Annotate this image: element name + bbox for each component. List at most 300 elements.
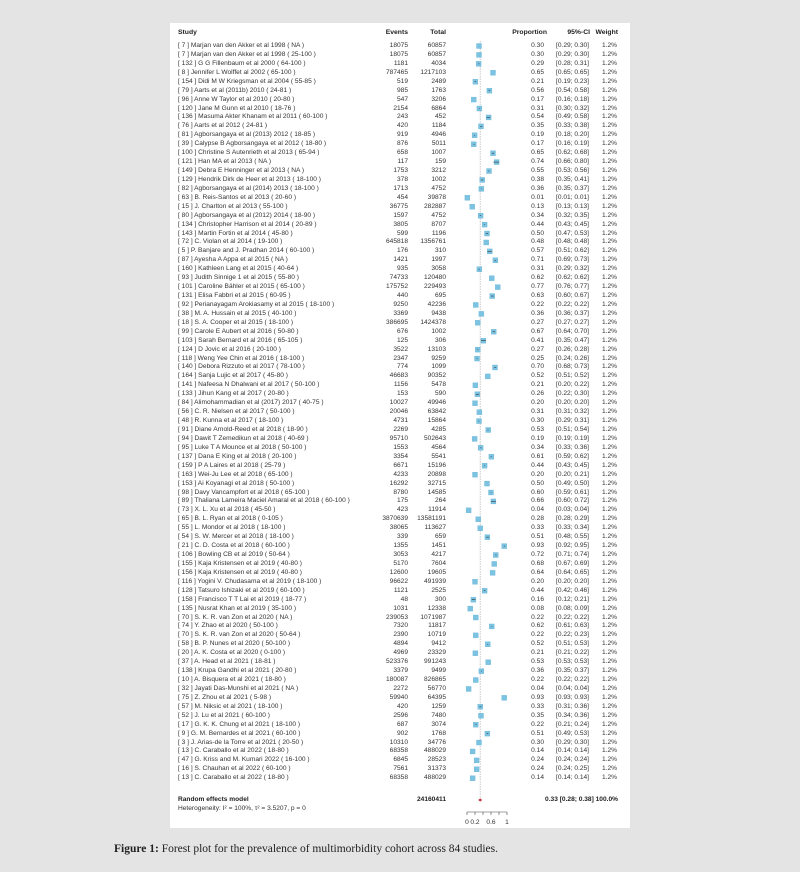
total-value: 4564 (431, 443, 446, 451)
proportion-value: 0.19 (531, 131, 544, 139)
events-value: 10310 (389, 738, 408, 746)
events-value: 6671 (393, 461, 408, 469)
study-label: [ 5 ] P. Banjare and J. Pradhan 2014 ( 60-100 ) (178, 247, 315, 255)
proportion-value: 0.70 (531, 363, 544, 371)
total-value: 13103 (427, 345, 446, 353)
events-value: 599 (396, 229, 408, 237)
total-value: 1424378 (420, 318, 446, 326)
proportion-value: 0.44 (531, 220, 544, 228)
events-value: 16292 (389, 479, 408, 487)
weight-value: 1.2% (601, 381, 617, 389)
events-value: 3369 (393, 309, 408, 317)
weight-value: 1.2% (601, 515, 617, 523)
study-marker (484, 240, 489, 245)
proportion-value: 0.25 (531, 354, 544, 362)
study-label: [ 95 ] Luke T A Mounce et al 2018 ( 50-100 ) (178, 443, 307, 451)
weight-value: 1.2% (601, 595, 617, 603)
ci-value: [0.27; 0.27] (556, 318, 589, 326)
weight-value: 1.2% (601, 586, 617, 594)
ci-value: [0.65; 0.65] (556, 68, 589, 76)
events-value: 440 (396, 292, 408, 300)
study-label: [ 13 ] C. Caraballo et al 2022 ( 18-80 ) (178, 747, 289, 755)
ci-value: [0.14; 0.14] (556, 747, 589, 755)
weight-value: 1.2% (601, 693, 617, 701)
study-label: [ 103 ] Sarah Bernard et al 2016 ( 65-105 ) (178, 336, 303, 344)
proportion-value: 0.60 (531, 488, 544, 496)
weight-value: 1.2% (601, 720, 617, 728)
events-value: 175 (396, 497, 408, 505)
proportion-value: 0.62 (531, 274, 544, 282)
weight-value: 1.2% (601, 59, 617, 67)
ci-value: [0.68; 0.73] (556, 363, 589, 371)
events-value: 4233 (393, 470, 408, 478)
events-value: 68358 (389, 747, 408, 755)
weight-value: 1.2% (601, 497, 617, 505)
events-value: 175752 (385, 283, 408, 291)
proportion-value: 0.33 (531, 702, 544, 710)
events-value: 2390 (393, 631, 408, 639)
weight-value: 1.2% (601, 104, 617, 112)
ci-value: [0.64; 0.65] (556, 568, 589, 576)
study-marker (473, 302, 478, 307)
weight-value: 1.2% (601, 238, 617, 246)
study-marker (473, 678, 478, 683)
ci-value: [0.35; 0.37] (556, 667, 589, 675)
ci-value: [0.53; 0.56] (556, 167, 589, 175)
events-value: 3870639 (382, 515, 408, 523)
total-value: 14585 (427, 488, 446, 496)
events-value: 9250 (393, 300, 408, 308)
proportion-value: 0.28 (531, 515, 544, 523)
weight-value: 1.2% (601, 533, 617, 541)
total-value: 13581191 (417, 515, 446, 523)
ci-value: [0.69; 0.73] (556, 256, 589, 264)
events-value: 547 (396, 95, 408, 103)
weight-value: 1.2% (601, 631, 617, 639)
proportion-value: 0.29 (531, 59, 544, 67)
study-label: [ 55 ] L. Mondor et al 2018 ( 18-100 ) (178, 524, 286, 532)
total-value: 590 (434, 390, 446, 398)
proportion-value: 0.57 (531, 247, 544, 255)
proportion-value: 0.36 (531, 309, 544, 317)
study-label: [ 141 ] Nafeesa N Dhalwani et al 2017 ( 50-100 ) (178, 381, 320, 389)
total-value: 1184 (431, 122, 446, 130)
study-marker (473, 472, 478, 477)
x-tick-label: 0.2 (470, 819, 480, 826)
weight-value: 1.2% (601, 131, 617, 139)
proportion-value: 0.35 (531, 122, 544, 130)
proportion-value: 0.16 (531, 595, 544, 603)
study-marker (478, 526, 483, 531)
events-value: 3522 (393, 345, 408, 353)
study-label: [ 93 ] Judith Sinnige 1 et al 2015 ( 55-80 ) (178, 274, 299, 282)
study-marker (495, 285, 500, 290)
study-label: [ 84 ] Alimohammadian et al (2017) 2017 ( 40-75 ) (178, 399, 324, 407)
events-value: 176 (396, 247, 408, 255)
total-value: 1196 (431, 229, 446, 237)
ci-value: [0.49; 0.53] (556, 729, 589, 737)
study-label: [ 81 ] Agborsangaya et al (2013) 2012 ( 18-85 ) (178, 131, 316, 139)
weight-value: 1.2% (601, 390, 617, 398)
weight-value: 1.2% (601, 470, 617, 478)
ci-value: [0.08; 0.09] (556, 604, 589, 612)
events-value: 4969 (393, 649, 408, 657)
proportion-value: 0.33 (531, 524, 544, 532)
events-value: 658 (396, 149, 408, 157)
ci-value: [0.28; 0.29] (556, 515, 589, 523)
study-label: [ 154 ] Didi M W Kriegsman et al 2004 ( 55-85 ) (178, 77, 316, 85)
proportion-value: 0.14 (531, 774, 544, 782)
ci-value: [0.21; 0.24] (556, 720, 589, 728)
total-value: 3206 (431, 95, 446, 103)
events-value: 36775 (389, 202, 408, 210)
proportion-value: 0.52 (531, 640, 544, 648)
x-tick-label: 0.6 (486, 819, 496, 826)
ci-value: [0.59; 0.62] (556, 452, 589, 460)
proportion-value: 0.20 (531, 470, 544, 478)
proportion-value: 0.17 (531, 140, 544, 148)
ci-value: [0.43; 0.45] (556, 461, 589, 469)
study-label: [ 155 ] Kaja Kristensen et al 2019 ( 40-80 ) (178, 559, 302, 567)
ci-value: [0.64; 0.70] (556, 327, 589, 335)
study-marker (473, 579, 478, 584)
weight-value: 1.2% (601, 309, 617, 317)
study-label: [ 153 ] Ai Koyanagi et al 2018 ( 50-100 ) (178, 479, 295, 487)
ci-value: [0.31; 0.36] (556, 702, 589, 710)
events-value: 12600 (389, 568, 408, 576)
study-marker (465, 195, 470, 200)
events-value: 46683 (389, 372, 408, 380)
header-study: Study (178, 29, 197, 36)
proportion-value: 0.04 (531, 684, 544, 692)
study-marker (477, 44, 482, 49)
ci-value: [0.29; 0.30] (556, 738, 589, 746)
total-value: 1997 (431, 256, 446, 264)
events-value: 423 (396, 506, 408, 514)
weight-value: 1.2% (601, 551, 617, 558)
events-value: 18075 (389, 42, 408, 49)
total-value: 229493 (423, 283, 446, 291)
total-value: 42236 (427, 300, 446, 308)
study-label: [ 37 ] A. Head et al 2021 ( 18-81 ) (178, 658, 276, 666)
total-value: 11817 (428, 622, 446, 630)
study-label: [ 149 ] Debra E Henninger et al 2013 ( NA ) (178, 167, 305, 175)
study-label: [ 54 ] S. W. Mercer et al 2018 ( 18-100 ) (178, 533, 294, 541)
weight-value: 1.2% (601, 292, 617, 300)
study-label: [ 13 ] C. Caraballo et al 2022 ( 18-80 ) (178, 774, 289, 782)
total-value: 9412 (431, 640, 446, 648)
ci-value: [0.35; 0.41] (556, 175, 589, 183)
ci-value: [0.20; 0.20] (556, 577, 589, 585)
ci-value: [0.59; 0.61] (556, 488, 589, 496)
proportion-value: 0.50 (531, 229, 544, 237)
study-label: [ 10 ] A. Bisquera et al 2021 ( 18-80 ) (178, 676, 286, 684)
total-value: 49946 (427, 399, 446, 407)
proportion-value: 0.04 (531, 506, 544, 514)
weight-value: 1.2% (601, 354, 617, 362)
study-label: [ 15 ] J. Charlton et al 2013 ( 55-100 ) (178, 202, 288, 210)
weight-value: 1.2% (601, 122, 617, 130)
study-marker (471, 97, 476, 102)
proportion-value: 0.77 (531, 283, 544, 291)
ci-value: [0.60; 0.72] (556, 497, 589, 505)
proportion-value: 0.71 (531, 256, 544, 264)
weight-value: 1.2% (601, 676, 617, 684)
ci-value: [0.12; 0.21] (556, 595, 589, 603)
proportion-value: 0.54 (531, 113, 544, 121)
ci-value: [0.71; 0.74] (556, 551, 589, 558)
ci-value: [0.33; 0.38] (556, 122, 589, 130)
events-value: 876 (396, 140, 408, 148)
weight-value: 1.2% (601, 765, 617, 773)
weight-value: 1.2% (601, 461, 617, 469)
events-value: 1553 (393, 443, 408, 451)
weight-value: 1.2% (601, 738, 617, 746)
study-label: [ 39 ] Calypse B Agborsangaya et al 2012 ( 18-80 ) (178, 140, 327, 148)
events-value: 420 (396, 122, 408, 130)
events-value: 1121 (393, 586, 408, 594)
total-value: 826865 (423, 676, 446, 684)
events-value: 519 (396, 77, 408, 85)
proportion-value: 0.55 (531, 167, 544, 175)
proportion-value: 0.22 (531, 720, 544, 728)
events-value: 74733 (389, 274, 408, 282)
total-value: 1217103 (420, 68, 446, 76)
weight-value: 1.2% (601, 247, 617, 255)
ci-value: [0.76; 0.77] (556, 283, 589, 291)
events-value: 2154 (393, 104, 408, 112)
study-label: [ 101 ] Caroline Bähler et al 2015 ( 65-100 ) (178, 283, 305, 291)
ci-value: [0.22; 0.22] (556, 613, 589, 621)
total-value: 300 (434, 595, 446, 603)
events-value: 2596 (393, 711, 408, 719)
proportion-value: 0.41 (531, 336, 544, 344)
ci-value: [0.93; 0.93] (556, 693, 589, 701)
ci-value: [0.43; 0.45] (556, 220, 589, 228)
weight-value: 1.2% (601, 77, 617, 85)
events-value: 48 (400, 595, 408, 603)
study-label: [ 163 ] Wei-Ju Lee et al 2018 ( 65-100 ) (178, 470, 293, 478)
proportion-value: 0.35 (531, 711, 544, 719)
weight-value: 1.2% (601, 158, 617, 166)
ci-value: [0.04; 0.04] (556, 684, 589, 692)
total-value: 488029 (423, 774, 446, 782)
proportion-value: 0.14 (531, 747, 544, 755)
events-value: 1753 (393, 167, 408, 175)
ci-value: [0.54; 0.58] (556, 86, 589, 94)
events-value: 378 (396, 175, 408, 183)
events-value: 1713 (393, 184, 408, 192)
summary-estimate: 0.33 [0.28; 0.38] 100.0% (545, 796, 618, 803)
events-value: 2347 (393, 354, 408, 362)
x-tick-label: 0 (465, 819, 469, 826)
events-value: 20046 (389, 408, 408, 416)
study-label: [ 72 ] C. Violan et al 2014 ( 19-100 ) (178, 238, 283, 246)
total-value: 7480 (431, 711, 446, 719)
events-value: 95710 (389, 434, 408, 442)
total-value: 695 (434, 292, 446, 300)
events-value: 239053 (385, 613, 408, 621)
proportion-value: 0.30 (531, 738, 544, 746)
events-value: 7320 (393, 622, 408, 630)
weight-value: 1.2% (601, 667, 617, 675)
study-label: [ 7 ] Marjan van den Akker et al 1998 ( NA ) (178, 42, 305, 49)
events-value: 18075 (389, 50, 408, 58)
events-value: 2269 (393, 425, 408, 433)
proportion-value: 0.63 (531, 292, 544, 300)
summary-diamond (478, 798, 482, 801)
weight-value: 1.2% (601, 568, 617, 576)
proportion-value: 0.72 (531, 551, 544, 558)
proportion-value: 0.30 (531, 50, 544, 58)
study-label: [ 74 ] Y. Zhao et al 2020 ( 50-100 ) (178, 622, 278, 630)
total-value: 3074 (431, 720, 446, 728)
proportion-value: 0.19 (531, 434, 544, 442)
study-label: [ 120 ] Jane M Gunn et al 2010 ( 18-76 ) (178, 104, 296, 112)
study-label: [ 65 ] B. L. Ryan et al 2018 ( 0-105 ) (178, 515, 283, 523)
ci-value: [0.20; 0.21] (556, 470, 589, 478)
proportion-value: 0.22 (531, 300, 544, 308)
weight-value: 1.2% (601, 167, 617, 175)
total-value: 1002 (431, 175, 446, 183)
proportion-value: 0.08 (531, 604, 544, 612)
study-marker (479, 311, 484, 316)
figure-caption (114, 843, 498, 855)
total-value: 1007 (431, 149, 446, 157)
total-value: 3058 (431, 265, 446, 273)
weight-value: 1.2% (601, 729, 617, 737)
study-label: [ 156 ] Kaja Kristensen et al 2019 ( 40-80 ) (178, 568, 302, 576)
total-value: 19605 (427, 568, 446, 576)
weight-value: 1.2% (601, 774, 617, 782)
total-value: 9499 (431, 667, 446, 675)
ci-value: [0.33; 0.34] (556, 524, 589, 532)
events-value: 59940 (389, 693, 408, 701)
proportion-value: 0.65 (531, 149, 544, 157)
x-tick-label: 1 (505, 819, 509, 826)
proportion-value: 0.36 (531, 184, 544, 192)
total-value: 60857 (427, 42, 446, 49)
events-value: 1597 (393, 211, 408, 219)
total-value: 2489 (431, 77, 446, 85)
total-value: 1356761 (420, 238, 446, 246)
proportion-value: 0.53 (531, 658, 544, 666)
ci-value: [0.33; 0.36] (556, 443, 589, 451)
study-marker (473, 615, 478, 620)
ci-value: [0.67; 0.69] (556, 559, 589, 567)
study-label: [ 20 ] A. K. Costa et al 2020 ( 0-100 ) (178, 649, 286, 657)
ci-value: [0.29; 0.30] (556, 42, 589, 49)
study-label: [ 48 ] R. Kunna et al 2017 ( 18-100 ) (178, 417, 284, 425)
proportion-value: 0.01 (531, 193, 544, 201)
header-events: Events (385, 29, 408, 36)
study-marker (490, 570, 495, 575)
total-value: 64395 (427, 693, 446, 701)
study-label: [ 52 ] J. Lu et al 2021 ( 60-100 ) (178, 711, 271, 719)
proportion-value: 0.44 (531, 461, 544, 469)
summary-total: 24160411 (417, 796, 446, 803)
events-value: 68358 (389, 774, 408, 782)
study-label: [ 80 ] Agborsangaya et al (2012) 2014 ( 18-90 ) (178, 211, 316, 219)
proportion-value: 0.56 (531, 86, 544, 94)
total-value: 1259 (431, 702, 446, 710)
weight-value: 1.2% (601, 658, 617, 666)
weight-value: 1.2% (601, 622, 617, 630)
proportion-value: 0.21 (531, 77, 544, 85)
weight-value: 1.2% (601, 86, 617, 94)
weight-value: 1.2% (601, 747, 617, 755)
proportion-value: 0.68 (531, 559, 544, 567)
total-value: 282887 (423, 202, 446, 210)
events-value: 96622 (389, 577, 408, 585)
weight-value: 1.2% (601, 702, 617, 710)
total-value: 2525 (431, 586, 446, 594)
ci-value: [0.35; 0.47] (556, 336, 589, 344)
study-label: [ 134 ] Christopher Harrison et al 2014 ( 20-89 ) (178, 220, 317, 228)
ci-value: [0.16; 0.18] (556, 95, 589, 103)
events-value: 902 (396, 729, 408, 737)
study-label: [ 136 ] Masuma Akter Khanam et al 2011 ( 60-100 ) (178, 113, 328, 121)
ci-value: [0.30; 0.32] (556, 104, 589, 112)
study-marker (473, 401, 478, 406)
total-value: 32715 (427, 479, 446, 487)
ci-value: [0.48; 0.55] (556, 533, 589, 541)
total-value: 23329 (427, 649, 446, 657)
events-value: 38065 (389, 524, 408, 532)
study-label: [ 99 ] Carole E Aubert et al 2016 ( 50-80 ) (178, 327, 299, 335)
weight-value: 1.2% (601, 220, 617, 228)
study-label: [ 106 ] Bowling CB et al 2019 ( 50-64 ) (178, 551, 290, 558)
ci-value: [0.24; 0.24] (556, 756, 589, 764)
study-label: [ 100 ] Christine S Autenrieth et al 2013 ( 65-94 ) (178, 149, 320, 157)
events-value: 919 (396, 131, 408, 139)
events-value: 454 (396, 193, 408, 201)
study-label: [ 70 ] S. K. R. van Zon et al 2020 ( NA ) (178, 613, 293, 621)
ci-value: [0.13; 0.13] (556, 202, 589, 210)
events-value: 4731 (393, 417, 408, 425)
study-label: [ 21 ] C. D. Costa et al 2018 ( 60-100 ) (178, 542, 290, 550)
weight-value: 1.2% (601, 425, 617, 433)
events-value: 523376 (385, 658, 408, 666)
total-value: 1099 (431, 363, 446, 371)
proportion-value: 0.13 (531, 202, 544, 210)
ci-value: [0.19; 0.19] (556, 434, 589, 442)
study-label: [ 58 ] B. P. Nunes et al 2020 ( 50-100 ) (178, 640, 291, 648)
total-value: 34776 (427, 738, 446, 746)
study-marker (470, 749, 475, 754)
weight-value: 1.2% (601, 363, 617, 371)
total-value: 4034 (431, 59, 446, 67)
total-value: 9259 (431, 354, 446, 362)
proportion-value: 0.21 (531, 381, 544, 389)
study-marker (486, 660, 491, 665)
proportion-value: 0.74 (531, 158, 544, 166)
ci-value: [0.29; 0.32] (556, 265, 589, 273)
ci-value: [0.31; 0.32] (556, 408, 589, 416)
total-value: 31373 (427, 765, 446, 773)
weight-value: 1.2% (601, 684, 617, 692)
header-proportion: Proportion (512, 29, 547, 36)
events-value: 5170 (393, 559, 408, 567)
weight-value: 1.2% (601, 345, 617, 353)
header-ci: 95%-CI (567, 29, 590, 36)
proportion-value: 0.34 (531, 211, 544, 219)
study-label: [ 164 ] Sanja Lujic et al 2017 ( 45-80 ) (178, 372, 288, 380)
ci-value: [0.26; 0.28] (556, 345, 589, 353)
proportion-value: 0.36 (531, 667, 544, 675)
events-value: 1181 (393, 59, 408, 67)
ci-value: [0.28; 0.31] (556, 59, 589, 67)
